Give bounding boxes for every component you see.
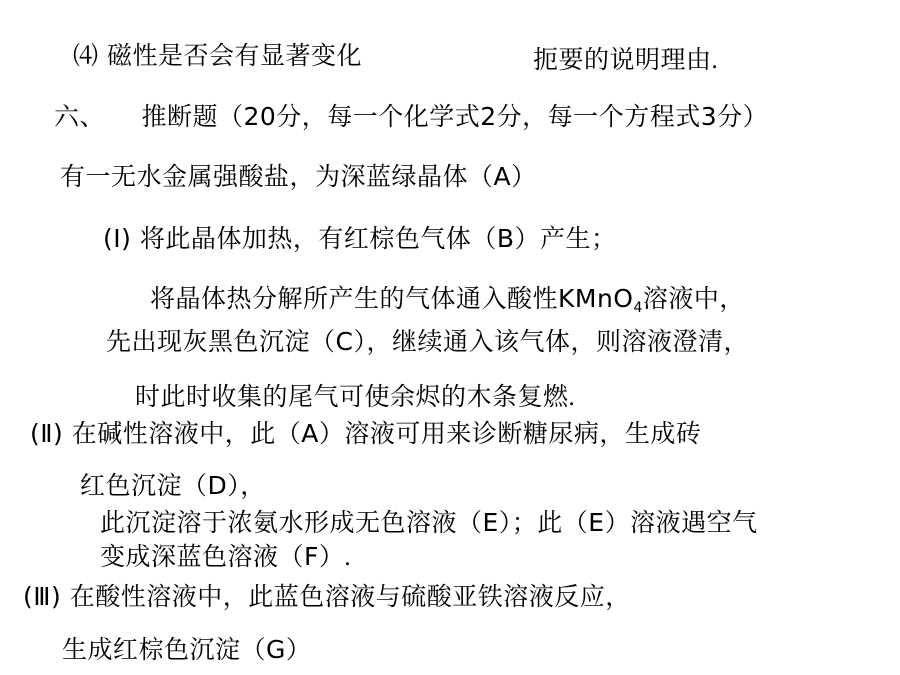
- part-2-period: .: [344, 544, 352, 571]
- part-3-label: (Ⅲ): [23, 582, 62, 611]
- part-1-text-2b: 溶液中，: [642, 284, 745, 313]
- part-2-text-4: 变成深蓝色溶液（F）: [100, 542, 345, 571]
- problem-intro: 有一无水金属强酸盐，为深蓝绿晶体（A）: [60, 162, 537, 191]
- section-heading: [54, 102, 768, 132]
- part-3-text-1: 在酸性溶液中，此蓝色溶液与硫酸亚铁溶液反应，: [69, 582, 631, 611]
- part-2-line-3: 此沉淀溶于浓氨水形成无色溶液（E）；此（E）溶液遇空气: [100, 508, 758, 537]
- part-1-period: .: [568, 384, 576, 411]
- part-1-label: (Ⅰ): [103, 224, 132, 253]
- instruction-period: .: [711, 47, 719, 74]
- part-1-line-4: [135, 382, 575, 413]
- part-3-line-1: [23, 582, 631, 612]
- question-number: ⑷: [73, 41, 99, 70]
- part-2-line-4: [100, 542, 351, 573]
- part-1-text-1: 将此晶体加热，有红棕色气体（B）产生；: [139, 224, 617, 253]
- part-1-line-3: 先出现灰黑色沉淀（C），继续通入该气体，则溶液澄清，: [106, 327, 749, 356]
- question-4-instruction: [533, 45, 718, 76]
- part-3-line-2: 生成红棕色沉淀（G）: [62, 635, 312, 664]
- part-2-text-1: 在碱性溶液中，此（A）溶液可用来诊断糖尿病，生成砖: [71, 419, 702, 448]
- instruction-text: 扼要的说明理由: [533, 45, 712, 74]
- part-1-line-2: [150, 284, 745, 323]
- part-2-line-1: [30, 419, 701, 449]
- part-1-text-2a: 将晶体热分解所产生的气体通入酸性KMnO: [150, 284, 634, 313]
- question-4-line: [73, 41, 362, 71]
- part-1-text-4: 时此时收集的尾气可使余烬的木条复燃: [135, 382, 569, 411]
- part-2-label: (Ⅱ): [30, 419, 64, 448]
- question-text: 磁性是否会有显著变化: [106, 41, 362, 70]
- part-2-line-2: 红色沉淀（D），: [80, 471, 266, 500]
- kmno4-subscript: 4: [633, 300, 643, 316]
- section-title: 推断题（20分，每一个化学式2分，每一个方程式3分）: [141, 102, 769, 131]
- section-numeral: 六、: [54, 102, 106, 131]
- part-1-line-1: [103, 224, 617, 254]
